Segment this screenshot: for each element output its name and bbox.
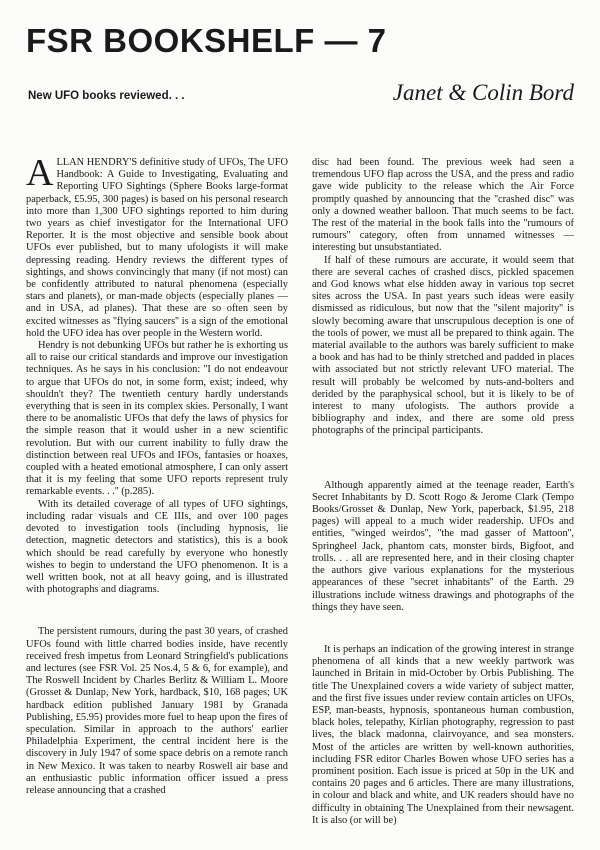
- review-roswell-continued: disc had been found. The previous week had seen a tremendous UFO flap across the USA, and the press and radio gave wide publicity to the release which the Air Force promptly quashed by announcing that the ''crashed disc'' was only a downed weather balloon. That much seems to be fact. The rest of the material in the book falls into the ''rumours of rumours'' category, often from unnamed witnesses — interesting but unsubstantiated.: [312, 157, 574, 254]
- section-gap: [312, 614, 574, 644]
- review-roswell-rumours: If half of these rumours are accurate, it would seem that there are several caches of crashed discs, pickled spacemen and God knows what else hidden away in various top secret sites across the USA. In past years such ideas were easily dismissed as ridiculous, but now that the ''silent majority'' is slowly becoming aware that unscrupulous deception is one of the tools of power, we must all be prepared to think again. The material available to the authors was barely sufficient to make a book and has had to be thinly stretched and padded in places with associated but not strictly relevant UFO material. The result will probably be welcomed by nuts-and-bolters and derided by the paraphysical school, but it is likely to be of interest to many ufologists. The authors provide a bibliography and index, and there are some old press photographs of the principal participants.: [312, 254, 574, 437]
- byline: Janet & Colin Bord: [392, 80, 574, 105]
- review-hendry-quote: Hendry is not debunking UFOs but rather he is exhorting us all to raise our critical standards and improve our investigation techniques. As he says in his conclusion: ''I do not endeavour to argue that UFOs do not, in some form, exist; indeed, why shouldn't they? The twentieth century hardly understands everything that is seen in its complex skies. Personally, I want there to be anomalistic UFOs that defy the laws of physics for the simple reason that it would usher in a new scientific revolution. But with our current inability to fully draw the distinction between real UFOs and IFOs, fantasies or hoaxes, coupled with a heated emotional atmosphere, I can only assert that it is my feeling that some UFO reports represent truly remarkable events. . .'' (p.285).: [26, 340, 288, 498]
- review-secret-inhabitants: Although apparently aimed at the teenage reader, Earth's Secret Inhabitants by D. Scott Rogo & Jerome Clark (Tempo Books/Grosset & Dunlap, New York, paperback, $1.95, 218 pages) will appeal to a much wider readership. UFOs and entities, ''winged weirdos'', ''the mad gasser of Mattoon'', Springheel Jack, phantom cats, monster birds, Bigfoot, and trolls. . . all are represented here, and in their closing chapter the authors give various explanations for the mysterious appearances of these ''secret inhabitants'' of the Earth. 29 illustrations include witness drawings and photographs of the things they have seen.: [312, 479, 574, 613]
- review-the-unexplained: It is perhaps an indication of the growing interest in strange phenomena of all kinds that a new weekly partwork was launched in Britain in mid-October by Orbis Publishing. The title The Unexplained covers a wide variety of subject matter, and the first five issues under review contain articles on UFOs, ESP, man-beasts, hypnosis, spontaneous human combustion, black holes, telepathy, Kirlian photography, regression to past lives, the black madonna, clairvoyance, and sea monsters. Most of the articles are written by well-known authorities, including FSR editor Charles Bowen whose UFO series has a prominent position. Each issue is priced at 50p in the UK and contains 20 pages and 6 articles. There are many illustrations, in colour and black and white, and UK readers should have no difficulty in obtaining The Unexplained from their newsagent. It is also (or will be): [312, 643, 574, 826]
- review-roswell-intro: The persistent rumours, during the past 30 years, of crashed UFOs found with little charred bodies inside, have recently received fresh impetus from Leonard Stringfield's publications and lectures (see FSR Vol. 25 Nos.4, 5 & 6, for example), and The Roswell Incident by Charles Berlitz & William L. Moore (Grosset & Dunlap, New York, hardback, $10, 168 pages; UK hardback edition published January 1981 by Granada Publishing, £5.95) provides more fuel to heap upon the fires of speculation. Similar in approach to the authors' earlier Philadelphia Experiment, the central incident here is the discovery in July 1947 of some space debris on a remote ranch in New Mexico. It was taken to nearby Roswell air base and an enthusiastic public information officer issued a press release announcing that a crashed: [26, 626, 288, 796]
- review-hendry-intro: [26, 152, 288, 340]
- left-column: [26, 152, 288, 797]
- page: [26, 22, 574, 120]
- paragraph-text: LLAN HENDRY'S definitive study of UFOs, The UFO Handbook: A Guide to Investigating, Evaluating and Reporting UFO Sightings (Sphere Books large-format paperback, £5.95, 300 pages) is based on his personal research into more than 1,300 UFO sightings reported to him during two years as chief investigator for the International UFO Reporter. It is the most objective and sensible book about UFOs ever published, but to many ufologists it will make depressing reading. Hendry reviews the different types of sightings, and shows convincingly that many (if not most) can be confidently attributed to natural phenomena (especially stars and planets), or man-made objects (especially planes — and in USA, ad planes). That these are so often seen by excited witnesses as ''flying saucers'' is a sign of the emotional hold the UFO idea has over people in the Western world.: [26, 157, 288, 339]
- kicker-text: New UFO books reviewed. . .: [28, 90, 185, 102]
- drop-cap: A: [26, 152, 54, 194]
- subheader: [26, 80, 574, 120]
- section-gap: [312, 438, 574, 480]
- page-title: FSR BOOKSHELF — 7: [26, 22, 387, 59]
- review-hendry-summary: With its detailed coverage of all types of UFO sightings, including radar visuals and CE IIIs, and over 100 pages devoted to investigation tools (including hypnosis, lie detection, magnetic detectors and statistics), this is a book which should be read carefully by everyone who honestly wishes to begin to understand the UFO phenomenon. It is a well written book, not at all heavy going, and is illustrated with photographs and diagrams.: [26, 498, 288, 596]
- section-gap: [26, 596, 288, 626]
- right-column: [312, 157, 574, 827]
